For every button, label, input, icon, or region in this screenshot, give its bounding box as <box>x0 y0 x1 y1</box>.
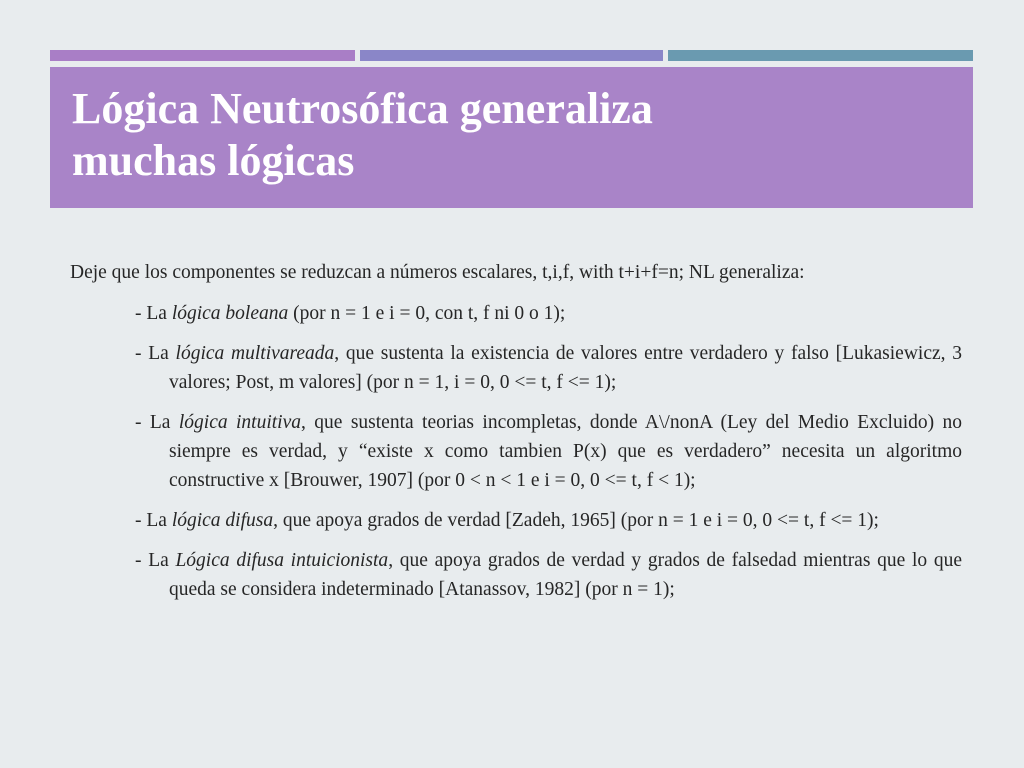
bullet-term: lógica boleana <box>171 303 289 324</box>
bullet-text: , que apoya grados de verdad [Zadeh, 1965] (por n = 1 e i = 0, 0 <= t, f <= 1); <box>273 510 879 531</box>
slide-body <box>70 258 962 615</box>
bullet-term: lógica intuitiva <box>178 412 301 433</box>
bullet-term: lógica difusa <box>171 510 274 531</box>
accent-bar-right <box>668 50 973 61</box>
accent-bar-left <box>50 50 355 61</box>
bullet-text: , que sustenta la existencia de valores entre verdadero y falso [Lukasiewicz, 3 valores; Post, m valores] (por n = 1, i = 0, 0 <= t, f <= 1); <box>169 343 962 393</box>
bullet-prefix: - La <box>135 343 176 364</box>
bullet-prefix: - La <box>135 510 172 531</box>
bullet-term: lógica multivareada <box>175 343 335 364</box>
bullet-fuzzy-logic <box>70 506 962 535</box>
bullet-boolean-logic <box>70 299 962 328</box>
bullet-intuitionistic-fuzzy-logic <box>70 546 962 604</box>
bullet-term: Lógica difusa intuicionista <box>175 550 389 571</box>
bullet-prefix: - La <box>135 412 179 433</box>
intro-text: Deje que los componentes se reduzcan a números escalares, t,i,f, with t+i+f=n; NL generaliza: <box>70 262 805 283</box>
bullet-list <box>70 299 962 604</box>
bullet-text: , que sustenta teorias incompletas, donde A\/nonA (Ley del Medio Excluido) no siempre es verdad, y “existe x como tambien P(x) que es verdadero” necesita un algoritmo constructive x [Brouwer, 1907] (por 0 < n < 1 e i = 0, 0 <= t, f < 1); <box>169 412 963 491</box>
bullet-prefix: - La <box>135 550 176 571</box>
bullet-prefix: - La <box>135 303 172 324</box>
bullet-intuitive-logic <box>70 408 962 495</box>
bullet-text: (por n = 1 e i = 0, con t, f ni 0 o 1); <box>288 303 566 324</box>
title-band <box>50 67 973 208</box>
bullet-text: , que apoya grados de verdad y grados de falsedad mientras que lo que queda se considera indeterminado [Atanassov, 1982] (por n = 1); <box>169 550 962 600</box>
bullet-multivalued-logic <box>70 339 962 397</box>
slide-title: Lógica Neutrosófica generaliza muchas lógicas <box>72 84 653 185</box>
accent-bar-middle <box>360 50 663 61</box>
